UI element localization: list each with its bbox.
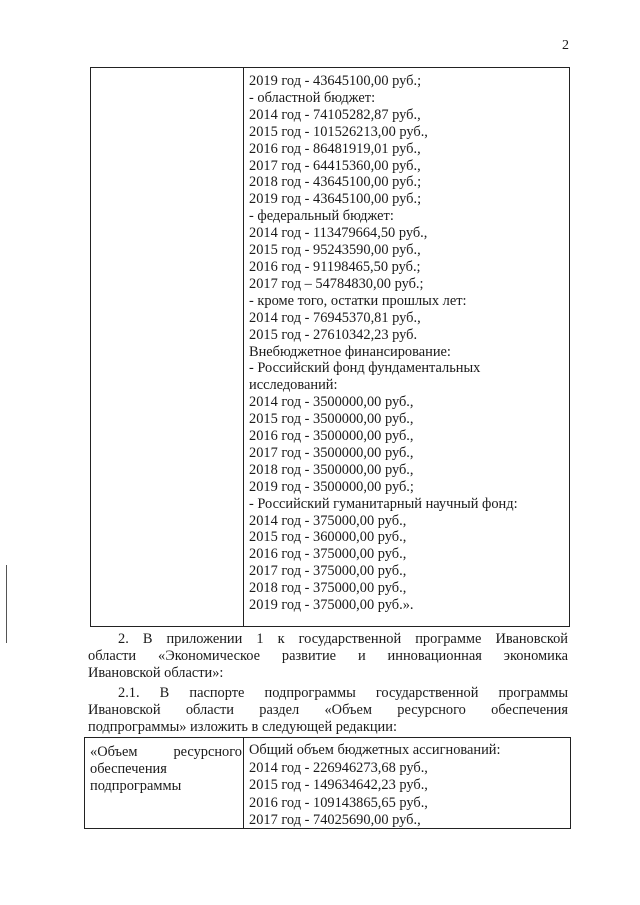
allocation-line: 2014 год - 226946273,68 руб., [249, 759, 428, 776]
funding-line: 2017 год - 64415360,00 руб., [249, 157, 421, 174]
funding-line: 2019 год - 43645100,00 руб.; [249, 73, 422, 89]
funding-line: - Российский гуманитарный научный фонд: [249, 495, 518, 512]
paragraph-line: подпрограммы» изложить в следующей редакции: [88, 719, 397, 735]
funding-line: 2017 год – 54784830,00 руб.; [249, 275, 424, 292]
table-column-divider [243, 738, 244, 828]
funding-line: 2015 год - 27610342,23 руб. [249, 326, 418, 343]
paragraph-line: Ивановской области»: [88, 665, 224, 681]
allocation-line: 2015 год - 149634642,23 руб., [249, 777, 428, 793]
funding-line: 2014 год - 113479664,50 руб., [249, 225, 428, 242]
funding-line: 2018 год - 43645100,00 руб.; [249, 174, 422, 191]
section-heading-line: подпрограммы [90, 778, 182, 794]
resource-provision-table [84, 737, 571, 829]
paragraph-line: 2. В приложении 1 к государственной программе Ивановской [118, 631, 568, 647]
funding-line: 2014 год - 76945370,81 руб., [249, 309, 421, 326]
funding-line: - кроме того, остатки прошлых лет: [249, 292, 467, 309]
page-number: 2 [562, 38, 569, 53]
funding-line: 2019 год - 43645100,00 руб.; [249, 191, 422, 208]
allocation-line: Общий объем бюджетных ассигнований: [249, 742, 501, 758]
section-heading-line: «Объем ресурсного [90, 744, 242, 760]
funding-line: 2015 год - 101526213,00 руб., [249, 123, 428, 140]
paragraph-appendix-1 [88, 631, 568, 682]
funding-line: 2015 год - 3500000,00 руб., [249, 411, 414, 428]
allocation-lines-list [249, 742, 501, 830]
funding-line: 2014 год - 3500000,00 руб., [249, 394, 414, 411]
funding-line: 2019 год - 375000,00 руб.». [249, 597, 414, 614]
funding-line: - Российский фонд фундаментальных [249, 360, 481, 377]
funding-line: исследований: [249, 377, 338, 394]
funding-table-continued [90, 67, 570, 627]
paragraph-line: 2.1. В паспорте подпрограммы государственной программы [118, 685, 568, 701]
paragraph-line: области «Экономическое развитие и инновационная экономика [88, 648, 568, 664]
funding-line: 2018 год - 375000,00 руб., [249, 580, 407, 597]
section-heading-line: обеспечения [90, 761, 167, 777]
funding-line: 2016 год - 375000,00 руб., [249, 546, 407, 563]
allocation-line: 2016 год - 109143865,65 руб., [249, 794, 428, 811]
funding-line: 2014 год - 375000,00 руб., [249, 512, 407, 529]
funding-line: 2018 год - 3500000,00 руб., [249, 461, 414, 478]
funding-line: 2016 год - 3500000,00 руб., [249, 428, 414, 445]
funding-lines-list [249, 73, 518, 614]
funding-line: 2019 год - 3500000,00 руб.; [249, 478, 414, 495]
funding-line: 2015 год - 360000,00 руб., [249, 529, 407, 546]
table-column-divider [243, 68, 244, 626]
funding-line: 2015 год - 95243590,00 руб., [249, 242, 421, 259]
funding-line: - федеральный бюджет: [249, 208, 394, 225]
funding-line: 2017 год - 3500000,00 руб., [249, 444, 414, 461]
funding-line: 2016 год - 86481919,01 руб., [249, 140, 421, 157]
funding-line: 2017 год - 375000,00 руб., [249, 563, 407, 580]
funding-line: 2014 год - 74105282,87 руб., [249, 106, 421, 123]
section-heading-cell [90, 744, 242, 795]
allocation-line: 2017 год - 74025690,00 руб., [249, 812, 421, 828]
funding-line: - областной бюджет: [249, 89, 376, 106]
funding-line: Внебюджетное финансирование: [249, 343, 451, 360]
funding-line: 2016 год - 91198465,50 руб.; [249, 258, 421, 275]
paragraph-passport [88, 685, 568, 736]
paragraph-line: Ивановской области раздел «Объем ресурсного обеспечения [88, 702, 568, 718]
scan-margin-line [6, 565, 7, 643]
